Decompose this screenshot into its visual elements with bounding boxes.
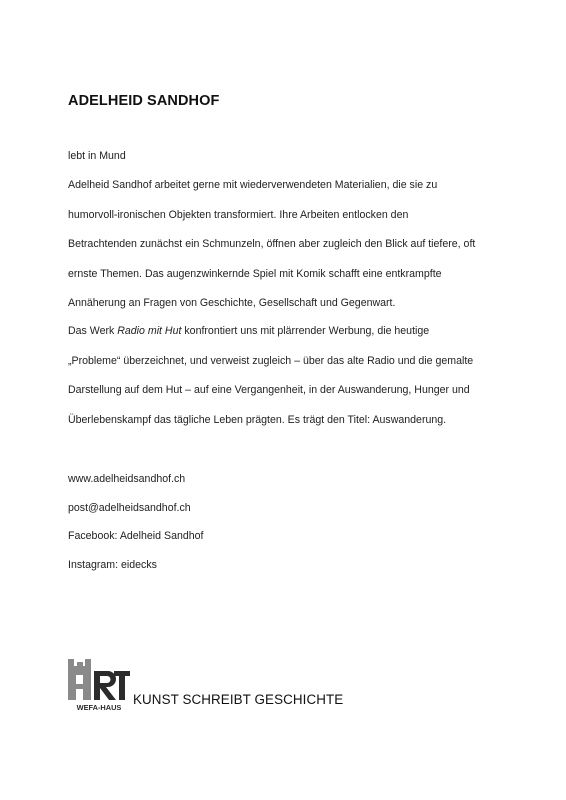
location-text: lebt in Mund [68, 150, 126, 162]
instagram-text: Instagram: eidecks [68, 558, 157, 571]
bio-line: humorvoll-ironischen Objekten transformiert. Ihre Arbeiten entlocken den [68, 208, 409, 221]
tagline: KUNST SCHREIBT GESCHICHTE [133, 692, 344, 707]
bio-line: Betrachtenden zunächst ein Schmunzeln, öffnen aber zugleich den Blick auf tiefere, oft [68, 238, 476, 250]
art-wefa-haus-logo [68, 659, 130, 713]
facebook-text: Facebook: Adelheid Sandhof [68, 530, 204, 542]
website-link[interactable]: www.adelheidsandhof.ch [68, 473, 186, 485]
logo-subtext: WEFA-HAUS [76, 703, 122, 712]
bio-paragraph [68, 171, 518, 319]
contact-block [68, 465, 203, 579]
work-title: Radio mit Hut [117, 325, 182, 337]
bio-line: Adelheid Sandhof arbeitet gerne mit wiederverwendeten Materialien, die sie zu [68, 179, 438, 191]
work-line: „Probleme“ überzeichnet, und verweist zugleich – über das alte Radio und die gemalte [68, 354, 474, 367]
bio-line: ernste Themen. Das augenzwinkernde Spiel mit Komik schafft eine entkrampfte [68, 267, 442, 280]
email-link[interactable]: post@adelheidsandhof.ch [68, 501, 191, 514]
work-line: Überlebenskampf das tägliche Leben prägten. Es trägt den Titel: Auswanderung. [68, 413, 447, 426]
work-suffix: konfrontiert uns mit plärrender Werbung, die heutige [181, 325, 430, 337]
work-line: Darstellung auf dem Hut – auf eine Vergangenheit, in der Auswanderung, Hunger und [68, 384, 470, 396]
page-title: ADELHEID SANDHOF [68, 93, 220, 109]
work-paragraph [68, 317, 518, 435]
location-line [68, 142, 518, 172]
bio-line: Annäherung an Fragen von Geschichte, Gesellschaft und Gegenwart. [68, 297, 396, 309]
work-line [68, 317, 518, 347]
work-prefix: Das Werk [68, 325, 118, 337]
